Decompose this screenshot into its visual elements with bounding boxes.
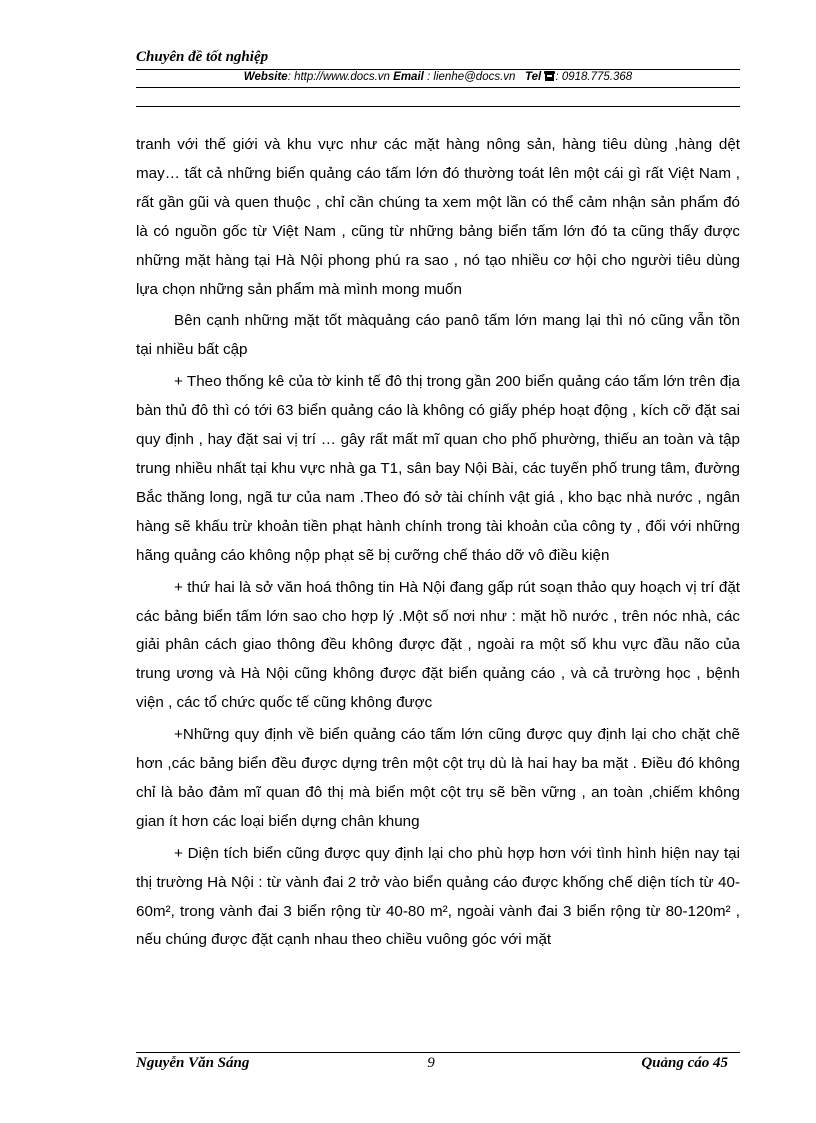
paragraph: + Diện tích biển cũng được quy định lại cho phù hợp hơn với tình hình hiện nay tại thị trường Hà Nội : từ vành đai 2 trở vào biển quảng cáo được khống chế diện tích từ 40-60m², trong vành đai 3 biển rộng từ 40-80 m², ngoài vành đai 3 biển rộng từ 80-120m² , nếu chúng được đặt cạnh nhau theo chiều vuông góc với mặt [136,844,740,949]
email-label: Email [393,71,424,83]
header-divider-top [136,69,740,70]
footer-course: Quảng cáo 45 [641,1055,728,1071]
header-contact [136,71,740,84]
tel-value: : 0918.775.368 [555,71,633,83]
document-body [136,131,740,958]
paragraph: + Theo thống kê của tờ kinh tế đô thị trong gần 200 biển quảng cáo tấm lớn trên địa bàn thủ đô thì có tới 63 biển quảng cáo là không có giấy phép hoạt động , kích cỡ đặt sai quy định , hay đặt sai vị trí … gây rất mất mĩ quan cho phố phường, thiếu an toàn và tập trung nhiều nhất tại khu vực nhà ga T1, sân bay Nội Bài, các tuyến phố trung tâm, đường Bắc thăng long, ngã tư của nam .Theo đó sở tài chính vật giá , kho bạc nhà nước , ngân hàng sẽ khấu trừ khoản tiền phạt hành chính trong tài khoản của công ty , đối với những hãng quảng cáo không nộp phạt sẽ bị cưỡng chế tháo dỡ vô điều kiện [136,373,740,564]
header-divider-bottom [136,106,740,107]
email-value: : lienhe@docs.vn [423,71,516,83]
website-label: Website [243,71,288,83]
header-divider-middle [136,87,740,88]
page-number: 9 [427,1055,435,1071]
footer-divider [136,1052,740,1053]
website-value: : http://www.docs.vn [287,71,390,83]
page-footer [136,1055,740,1075]
phone-icon [544,71,555,84]
header-title: Chuyên đề tốt nghiệp [136,49,269,65]
paragraph: tranh với thế giới và khu vực như các mặt hàng nông sản, hàng tiêu dùng ,hàng dệt may… tất cả những biển quảng cáo tấm lớn đó thường toát lên một cái gì rất Việt Nam , rất gần gũi và quen thuộc , chỉ cần chúng ta xem một lần có thể cảm nhận sản phẩm đó là có nguồn gốc từ Việt Nam , cũng từ những bảng biển tấm lớn đó ta cũng thấy được những mặt hàng tại Hà Nội phong phú ra sao , nó tạo nhiều cơ hội cho người tiêu dùng lựa chọn những sản phẩm mà mình mong muốn [136,136,740,298]
paragraph: Bên cạnh những mặt tốt màquảng cáo panô tấm lớn mang lại thì nó cũng vẫn tồn tại nhiều bất cập [136,312,740,359]
paragraph: +Những quy định về biển quảng cáo tấm lớn cũng được quy định lại cho chặt chẽ hơn ,các bảng biển đều được dựng trên một cột trụ dù là hai hay ba mặt . Điều đó không chỉ là bảo đảm mĩ quan đô thị mà biển một cột trụ sẽ bền vững , an toàn ,chiếm không gian ít hơn các loại biển dựng chân khung [136,726,740,830]
tel-label: Tel [525,71,542,83]
footer-author: Nguyễn Văn Sáng [136,1055,250,1071]
paragraph: + thứ hai là sở văn hoá thông tin Hà Nội đang gấp rút soạn thảo quy hoạch vị trí đặt các bảng biển tấm lớn sao cho hợp lý .Một số nơi như : mặt hồ nước , trên nóc nhà, các giải phân cách giao thông đều không được đặt , ngoài ra một số khu vực đầu não của trung ương và Hà Nội cũng không được đặt biển quảng cáo , và cả trường học , bệnh viện , các tổ chức quốc tế cũng không được [136,578,740,712]
